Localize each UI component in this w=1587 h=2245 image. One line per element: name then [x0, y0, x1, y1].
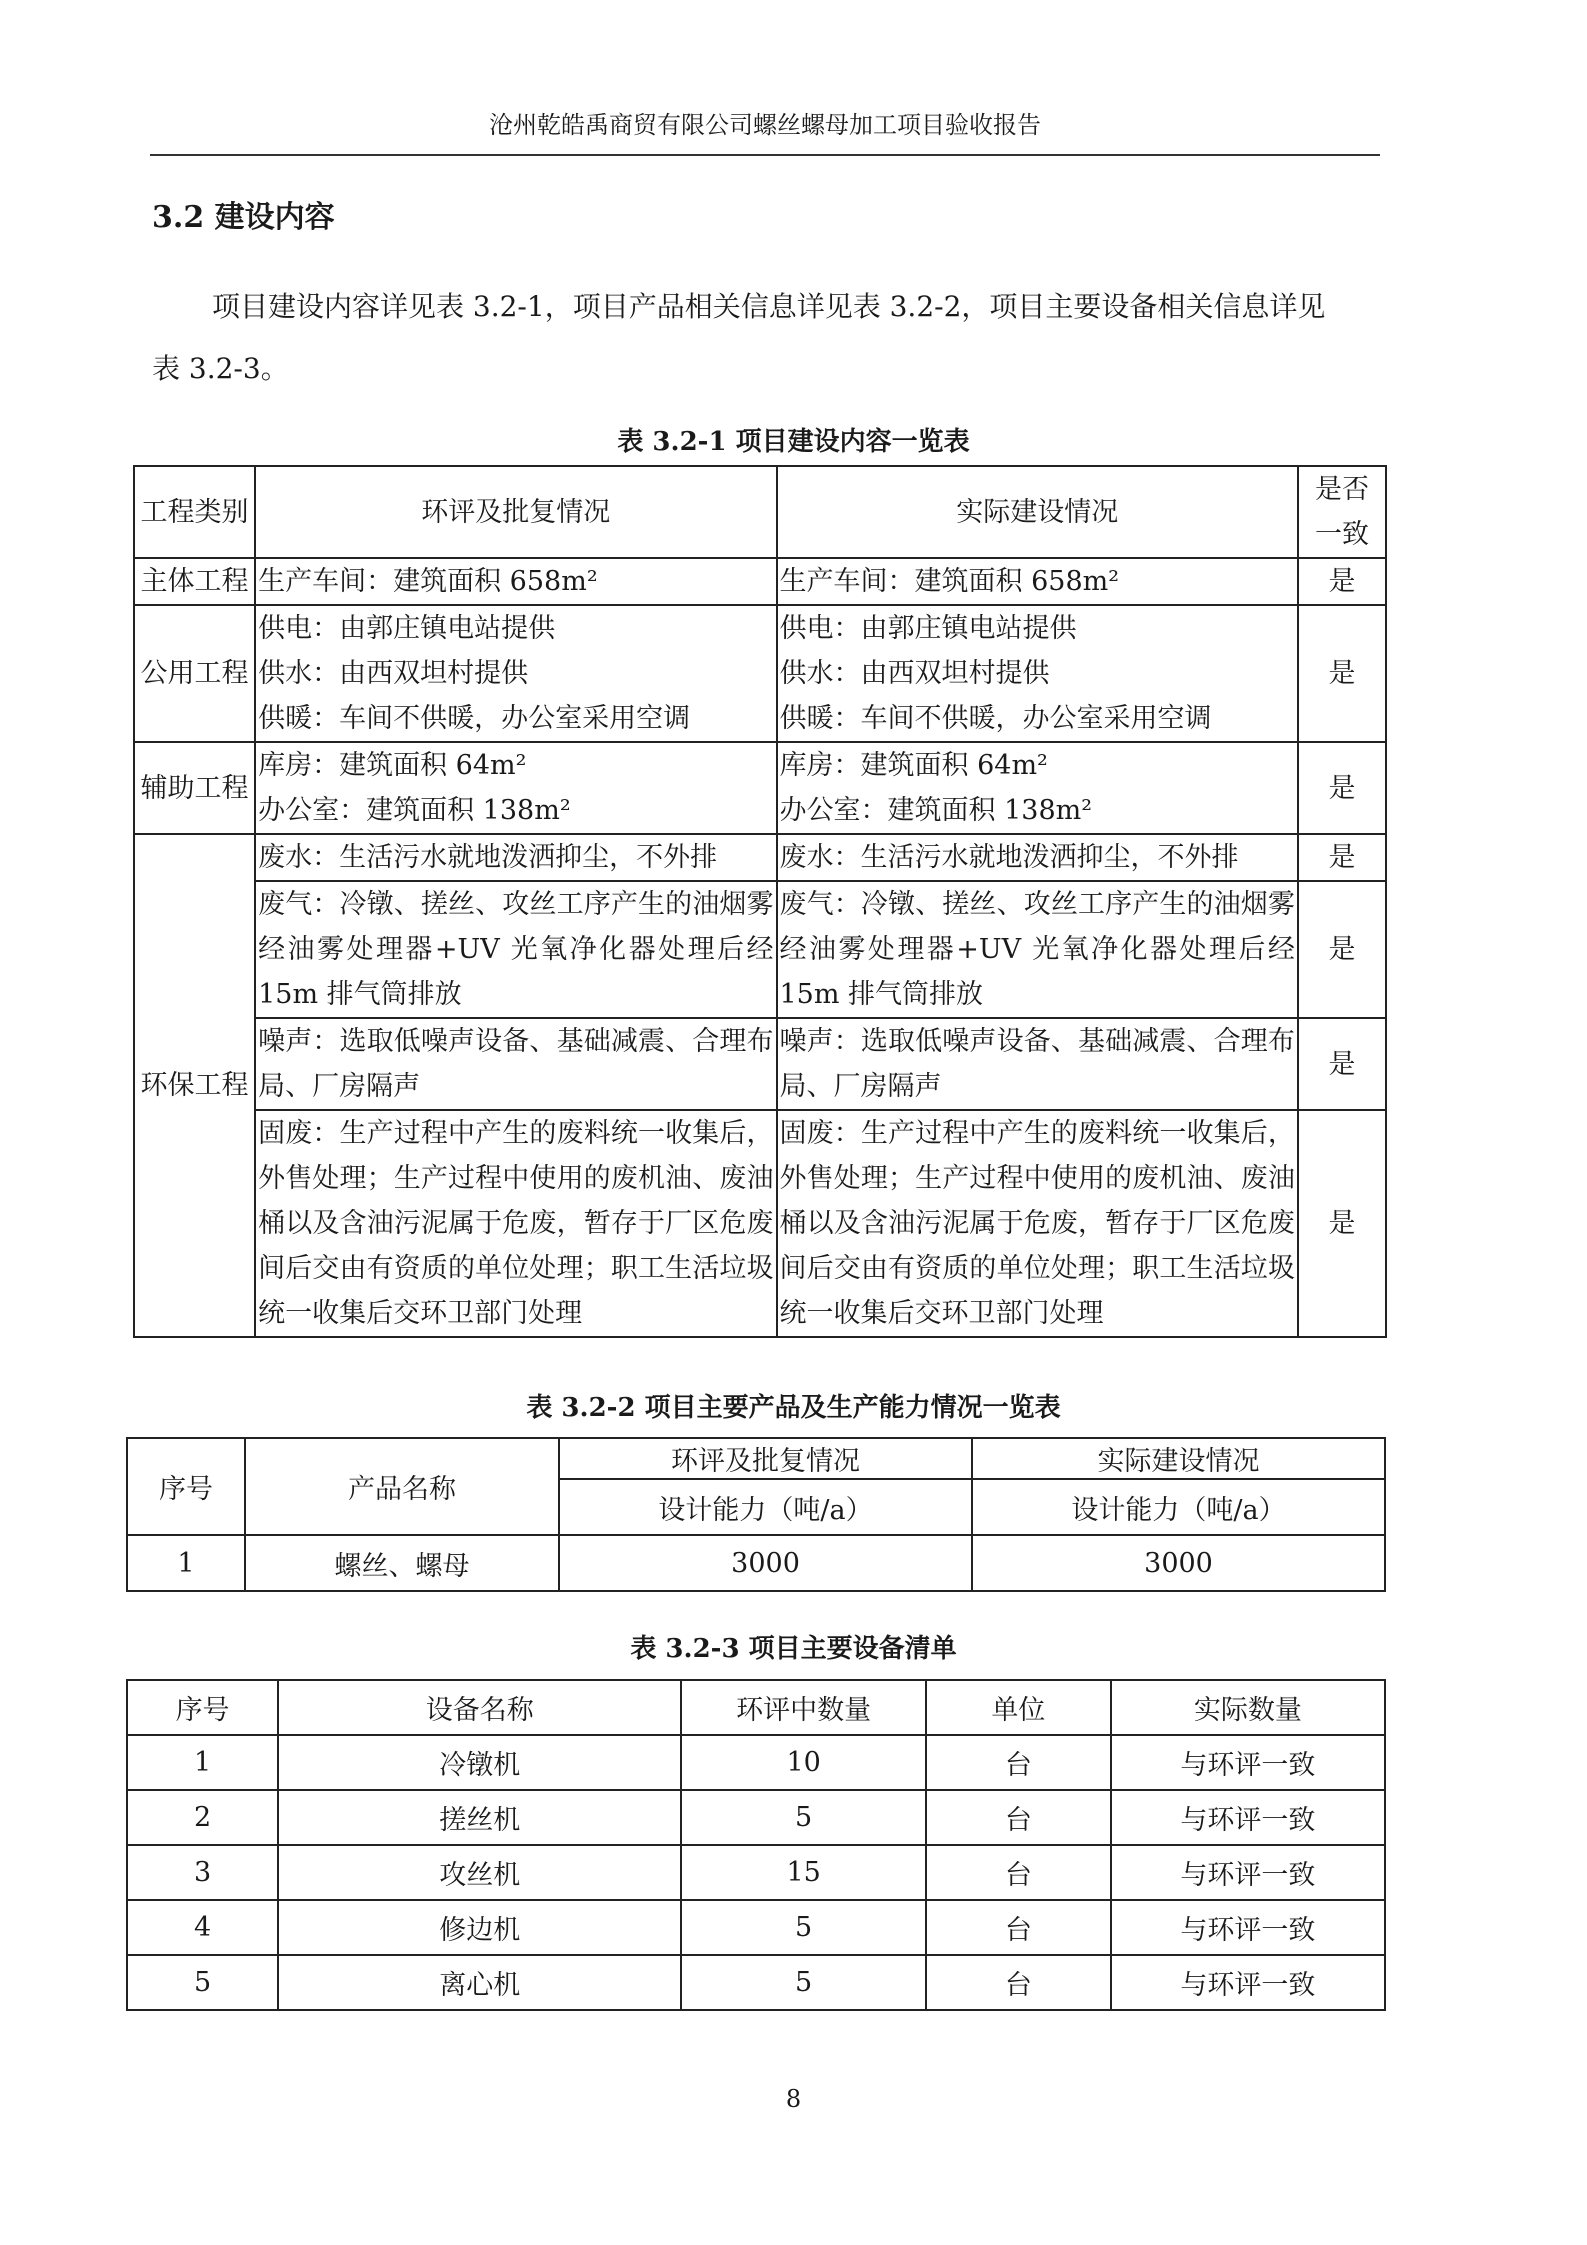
- header-eia: 环评及批复情况: [559, 1438, 972, 1479]
- cell-no: 3: [127, 1845, 278, 1900]
- cell-qty: 15: [681, 1845, 925, 1900]
- header-name: 设备名称: [278, 1680, 681, 1735]
- header-capacity-eia: 设计能力（吨/a）: [559, 1479, 972, 1535]
- cell-no: 1: [127, 1735, 278, 1790]
- cell-unit: 台: [926, 1955, 1111, 2010]
- cell-actual: 3000: [972, 1535, 1385, 1591]
- table-row: [134, 834, 1386, 881]
- cell-name: 攻丝机: [278, 1845, 681, 1900]
- table-row: [134, 558, 1386, 605]
- table-header-row: [127, 1680, 1385, 1735]
- cell-actual: 与环评一致: [1111, 1735, 1385, 1790]
- table1-caption: 表 3.2-1 项目建设内容一览表: [617, 427, 970, 457]
- cell-no: 1: [127, 1535, 245, 1591]
- header-consistent-line2: 一致: [1314, 519, 1369, 550]
- table-row: [134, 1110, 1386, 1337]
- cell-actual: 与环评一致: [1111, 1790, 1385, 1845]
- construction-table: [133, 465, 1387, 1338]
- cell-qty: 5: [681, 1900, 925, 1955]
- actual-line: 供水：由西双坦村提供: [779, 658, 1050, 689]
- row-consistent: 是: [1298, 881, 1386, 1018]
- cell-actual: 与环评一致: [1111, 1955, 1385, 2010]
- table-row: [127, 1845, 1385, 1900]
- cell-unit: 台: [926, 1790, 1111, 1845]
- actual-line: 供暖：车间不供暖，办公室采用空调: [779, 703, 1212, 734]
- header-consistent: [1298, 466, 1386, 558]
- row-consistent: 是: [1298, 834, 1386, 881]
- header-qty: 环评中数量: [681, 1680, 925, 1735]
- actual-line: 供电：由郭庄镇电站提供: [779, 613, 1077, 644]
- row-consistent: 是: [1298, 558, 1386, 605]
- eia-line: 库房：建筑面积 64m²: [258, 750, 527, 781]
- row-consistent: 是: [1298, 605, 1386, 742]
- table-row: [134, 742, 1386, 834]
- eia-line: 供电：由郭庄镇电站提供: [258, 613, 556, 644]
- header-actual: 实际建设情况: [777, 466, 1298, 558]
- table-row: [127, 1535, 1385, 1591]
- table2-caption: 表 3.2-2 项目主要产品及生产能力情况一览表: [526, 1393, 1061, 1423]
- row-eia: [255, 605, 776, 742]
- eia-line: 办公室：建筑面积 138m²: [258, 795, 571, 826]
- actual-line: 办公室：建筑面积 138m²: [779, 795, 1093, 826]
- table-row: [127, 1735, 1385, 1790]
- cell-name: 螺丝、螺母: [245, 1535, 559, 1591]
- row-actual: 生产车间：建筑面积 658m²: [777, 558, 1298, 605]
- product-table: [126, 1437, 1386, 1592]
- table-row: [127, 1790, 1385, 1845]
- table-row: [134, 1018, 1386, 1110]
- table-row: [127, 1955, 1385, 2010]
- row-actual: 废气：冷镦、搓丝、攻丝工序产生的油烟雾经油雾处理器+UV 光氧净化器处理后经15m 排气筒排放: [777, 881, 1298, 1018]
- cell-actual: 与环评一致: [1111, 1845, 1385, 1900]
- header-no: 序号: [127, 1438, 245, 1535]
- header-title: 沧州乾皓禹商贸有限公司螺丝螺母加工项目验收报告: [489, 111, 1041, 139]
- row-category: 辅助工程: [134, 742, 255, 834]
- cell-no: 4: [127, 1900, 278, 1955]
- cell-qty: 10: [681, 1735, 925, 1790]
- cell-unit: 台: [926, 1845, 1111, 1900]
- row-eia: 废水：生活污水就地泼洒抑尘，不外排: [255, 834, 776, 881]
- header-unit: 单位: [926, 1680, 1111, 1735]
- cell-unit: 台: [926, 1900, 1111, 1955]
- eia-line: 供暖：车间不供暖，办公室采用空调: [258, 703, 691, 734]
- table3-caption: 表 3.2-3 项目主要设备清单: [630, 1634, 957, 1664]
- actual-line: 库房：建筑面积 64m²: [779, 750, 1048, 781]
- header-actual: 实际数量: [1111, 1680, 1385, 1735]
- cell-eia: 3000: [559, 1535, 972, 1591]
- row-actual: [777, 605, 1298, 742]
- header-actual: 实际建设情况: [972, 1438, 1385, 1479]
- row-actual: 废水：生活污水就地泼洒抑尘，不外排: [777, 834, 1298, 881]
- eia-line: 供水：由西双坦村提供: [258, 658, 529, 689]
- header-capacity-actual: 设计能力（吨/a）: [972, 1479, 1385, 1535]
- row-category: 公用工程: [134, 605, 255, 742]
- row-category: 环保工程: [134, 834, 255, 1337]
- table-header-row: [134, 466, 1386, 558]
- cell-name: 冷镦机: [278, 1735, 681, 1790]
- table-header-row: [127, 1438, 1385, 1479]
- row-consistent: 是: [1298, 1110, 1386, 1337]
- row-category: 主体工程: [134, 558, 255, 605]
- intro-paragraph: 项目建设内容详见表 3.2-1，项目产品相关信息详见表 3.2-2，项目主要设备相关信息详见表 3.2-3。: [152, 290, 1326, 385]
- cell-name: 离心机: [278, 1955, 681, 2010]
- row-eia: 噪声：选取低噪声设备、基础减震、合理布局、厂房隔声: [255, 1018, 776, 1110]
- row-actual: 噪声：选取低噪声设备、基础减震、合理布局、厂房隔声: [777, 1018, 1298, 1110]
- cell-unit: 台: [926, 1735, 1111, 1790]
- row-eia: 废气：冷镦、搓丝、攻丝工序产生的油烟雾经油雾处理器+UV 光氧净化器处理后经15m 排气筒排放: [255, 881, 776, 1018]
- row-consistent: 是: [1298, 742, 1386, 834]
- table-row: [134, 605, 1386, 742]
- section-heading: 3.2 建设内容: [152, 200, 335, 235]
- cell-actual: 与环评一致: [1111, 1900, 1385, 1955]
- row-eia: 生产车间：建筑面积 658m²: [255, 558, 776, 605]
- equipment-table: [126, 1679, 1386, 2011]
- cell-no: 5: [127, 1955, 278, 2010]
- row-consistent: 是: [1298, 1018, 1386, 1110]
- header-consistent-line1: 是否: [1314, 474, 1369, 505]
- cell-name: 修边机: [278, 1900, 681, 1955]
- page-number: 8: [785, 2085, 802, 2113]
- header-eia: 环评及批复情况: [255, 466, 776, 558]
- header-no: 序号: [127, 1680, 278, 1735]
- header-name: 产品名称: [245, 1438, 559, 1535]
- cell-name: 搓丝机: [278, 1790, 681, 1845]
- cell-qty: 5: [681, 1790, 925, 1845]
- row-actual: [777, 742, 1298, 834]
- header-category: 工程类别: [134, 466, 255, 558]
- cell-qty: 5: [681, 1955, 925, 2010]
- table-row: [127, 1900, 1385, 1955]
- row-eia: 固废：生产过程中产生的废料统一收集后，外售处理；生产过程中使用的废机油、废油桶以及含油污泥属于危废，暂存于厂区危废间后交由有资质的单位处理；职工生活垃圾统一收集后交环卫部门处理: [255, 1110, 776, 1337]
- page-header: [150, 110, 1380, 156]
- cell-no: 2: [127, 1790, 278, 1845]
- row-actual: 固废：生产过程中产生的废料统一收集后，外售处理；生产过程中使用的废机油、废油桶以及含油污泥属于危废，暂存于厂区危废间后交由有资质的单位处理；职工生活垃圾统一收集后交环卫部门处理: [777, 1110, 1298, 1337]
- row-eia: [255, 742, 776, 834]
- table-row: [134, 881, 1386, 1018]
